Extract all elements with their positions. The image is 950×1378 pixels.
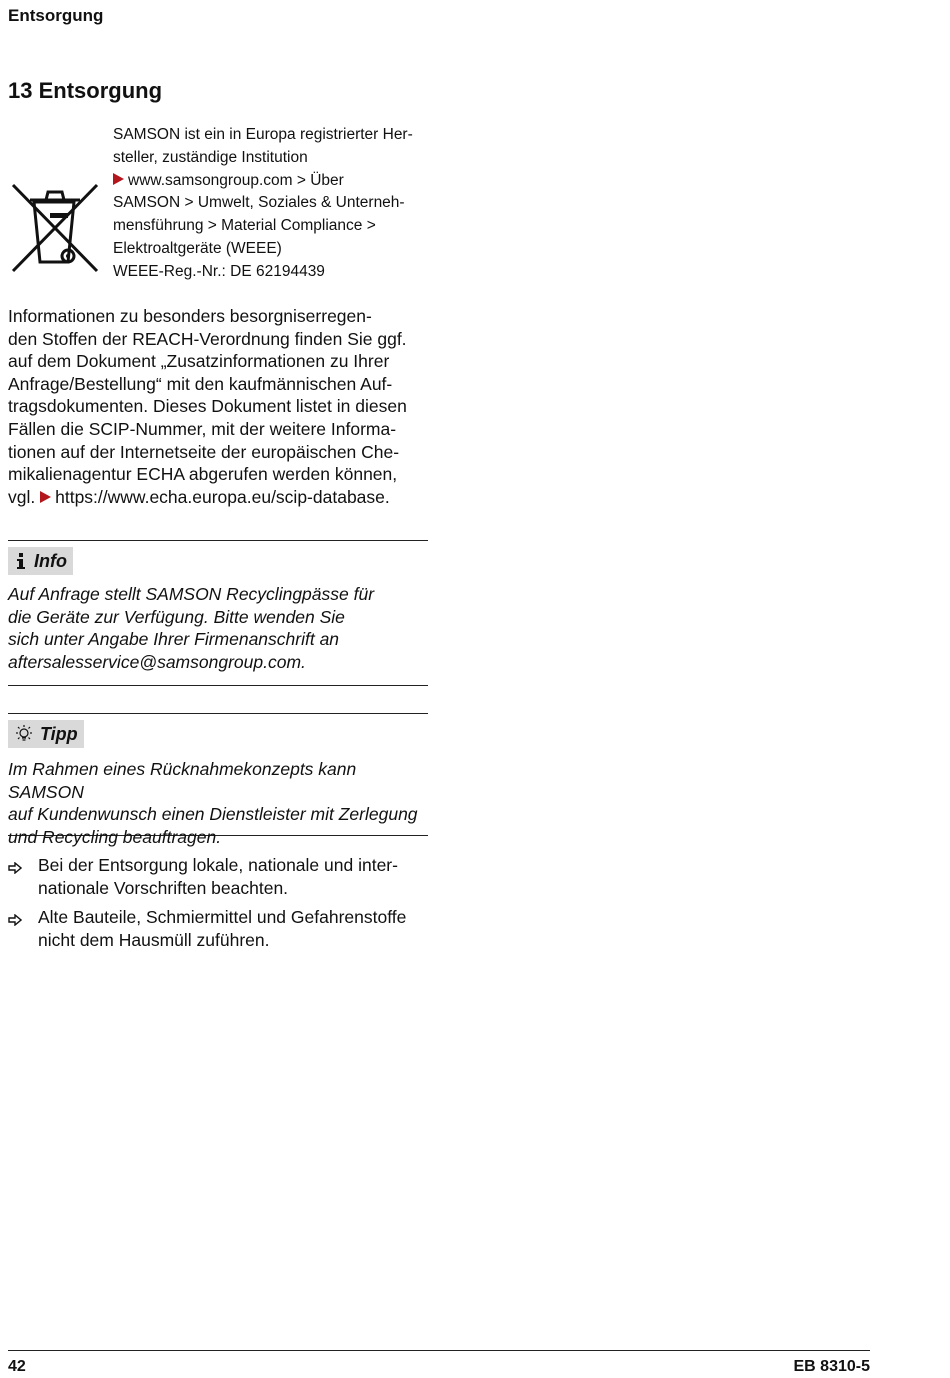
action-arrow-icon — [8, 854, 38, 899]
crossed-out-wheelie-bin-icon — [10, 182, 100, 274]
tip-line: und Recycling beauftragen. — [8, 826, 222, 847]
tip-text — [8, 758, 428, 848]
info-line: die Geräte zur Verfügung. Bitte wenden Sie — [8, 606, 345, 627]
instruction-text — [38, 906, 406, 951]
instruction-item — [8, 854, 433, 899]
instruction-line: Bei der Entsorgung lokale, nationale und inter- — [38, 855, 398, 875]
document-id: EB 8310-5 — [793, 1358, 870, 1375]
samson-website-link[interactable]: www.samsongroup.com > Über — [128, 171, 344, 189]
weee-notice — [113, 124, 433, 284]
weee-line: Elektroaltgeräte (WEEE) — [113, 239, 282, 257]
instruction-item — [8, 906, 433, 951]
reach-paragraph — [8, 305, 433, 508]
tip-line: Im Rahmen eines Rücknahmekonzepts kann SAMSON — [8, 759, 357, 802]
paragraph-line: tionen auf der Internetseite der europäischen Che- — [8, 441, 400, 462]
footer-divider — [8, 1350, 870, 1351]
weee-line: SAMSON > Umwelt, Soziales & Unterneh- — [113, 194, 405, 212]
info-email[interactable]: aftersalesservice@samsongroup.com. — [8, 651, 306, 672]
info-label-text: Info — [34, 550, 67, 571]
weee-link-row[interactable] — [113, 170, 433, 193]
paragraph-line: tragsdokumenten. Dieses Dokument listet in diesen — [8, 396, 407, 417]
weee-line: SAMSON ist ein in Europa registrierter Her- — [113, 126, 413, 143]
instruction-line: nicht dem Hausmüll zuführen. — [38, 929, 270, 950]
weee-line: mensführung > Material Compliance > — [113, 217, 376, 235]
paragraph-line: den Stoffen der REACH-Verordnung finden Sie ggf. — [8, 328, 407, 349]
tip-line: auf Kundenwunsch einen Dienstleister mit Zerlegung — [8, 804, 418, 825]
info-icon — [14, 552, 28, 570]
page-number: 42 — [8, 1358, 26, 1375]
info-box — [8, 540, 428, 686]
echa-scip-link[interactable]: https://www.echa.europa.eu/scip-database. — [55, 486, 390, 507]
paragraph-line: auf dem Dokument „Zusatzinformationen zu Ihrer — [8, 351, 390, 372]
link-marker-icon — [113, 173, 124, 185]
weee-line: steller, zuständige Institution — [113, 148, 308, 166]
paragraph-line: mikalienagentur ECHA abgerufen werden können, — [8, 464, 398, 485]
tip-label — [8, 720, 84, 748]
info-line: Auf Anfrage stellt SAMSON Recyclingpässe für — [8, 584, 375, 604]
tip-label-text: Tipp — [40, 723, 78, 744]
info-text — [8, 583, 428, 673]
instruction-line: nationale Vorschriften beachten. — [38, 877, 289, 898]
lightbulb-icon — [14, 724, 34, 744]
vgl-prefix: vgl. — [8, 486, 36, 507]
instruction-list — [8, 854, 433, 958]
tip-box — [8, 713, 428, 847]
weee-registration-number: WEEE-Reg.-Nr.: DE 62194439 — [113, 262, 325, 280]
running-header: Entsorgung — [8, 6, 104, 25]
action-arrow-icon — [8, 906, 38, 951]
info-label — [8, 547, 73, 575]
instruction-line: Alte Bauteile, Schmiermittel und Gefahrenstoffe — [38, 907, 407, 928]
link-marker-icon — [40, 491, 51, 503]
paragraph-line: Anfrage/Bestellung“ mit den kaufmännischen Auf- — [8, 373, 393, 394]
paragraph-line: Informationen zu besonders besorgniserregen- — [8, 306, 372, 326]
instruction-text — [38, 854, 398, 899]
info-line: sich unter Angabe Ihrer Firmenanschrift an — [8, 629, 340, 650]
section-title: 13 Entsorgung — [8, 78, 163, 103]
paragraph-line: Fällen die SCIP-Nummer, mit der weitere Informa- — [8, 418, 397, 439]
paragraph-line-last — [8, 486, 433, 509]
